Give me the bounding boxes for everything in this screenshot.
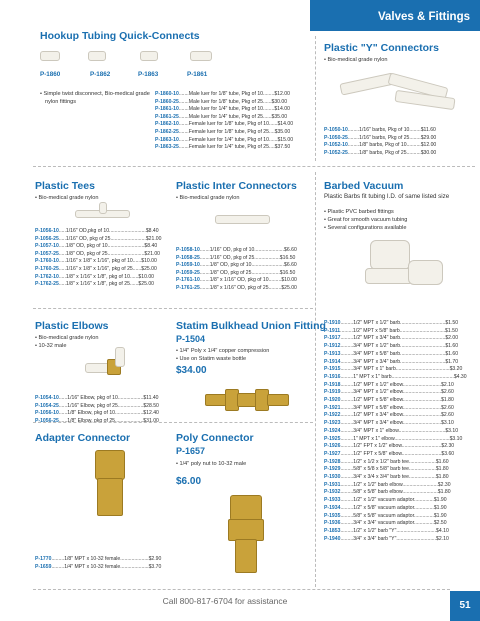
list-item: P-1927.........1/2" FPT x 5/8" elbow............................$3.60 xyxy=(324,450,455,457)
list-item: P-1861-25.......Male luer for 1/4" tube, Pkg of 25......$35.00 xyxy=(155,113,288,120)
list-item: P-1912.........3/4" MPT x 1/2" barb................................$1.60 xyxy=(324,343,459,350)
list-item: P-1050-25........1/16" barbs, Pkg of 25........$29.00 xyxy=(324,134,437,141)
divider xyxy=(33,589,450,590)
list-item: P-1923.........3/4" MPT x 3/4" elbow...........................$3.10 xyxy=(324,420,454,427)
barbed-subtitle: Plastic Barbs fit tubing I.D. of same listed size xyxy=(324,193,450,200)
poly-fitting-image xyxy=(215,495,285,580)
list-item: P-1914.........3/4" MPT x 3/4" barb................................$1.70 xyxy=(324,358,459,365)
list-item: P-1933.........1/2" x 1/2" vacuum adaptor..............$1.90 xyxy=(324,497,447,504)
y-connectors-title: Plastic "Y" Connectors xyxy=(324,42,439,54)
list-item: P-1050-10........1/16" barbs, Pkg of 10........$11.60 xyxy=(324,127,436,133)
list-item: P-1853.........1/2" x 1/2" barb "Y"............................$4.10 xyxy=(324,527,449,534)
y-price-list xyxy=(324,127,474,157)
elbows-price-list xyxy=(35,395,170,425)
list-item: P-1056-25.....1/16" OD, pkg of 25.........................$21.00 xyxy=(35,235,162,242)
y-connector-image xyxy=(340,68,455,123)
list-item: P-1919.........3/4" MPT x 1/2" elbow...........................$2.60 xyxy=(324,389,454,396)
statim-price: $34.00 xyxy=(176,365,207,376)
divider xyxy=(33,166,475,167)
list-item: P-1918.........1/2" MPT x 1/2" elbow...........................$2.10 xyxy=(324,381,454,388)
section-header: Valves & Fittings xyxy=(310,0,480,31)
list-item: P-1922.........1/2" MPT x 3/4" elbow...........................$2.60 xyxy=(324,412,454,419)
statim-part-number: P-1504 xyxy=(176,334,206,344)
hookup-images xyxy=(40,47,265,67)
list-item: P-1052-25........1/8" barbs, Pkg of 25..........$30.00 xyxy=(324,149,437,156)
list-item: P-1860-25.......Male luer for 1/8" tube, Pkg of 25......$30.00 xyxy=(155,98,288,105)
inter-title: Plastic Inter Connectors xyxy=(176,180,297,192)
list-item: P-1860-10.......Male luer for 1/8" tube, Pkg of 10........$12.00 xyxy=(155,91,290,97)
list-item: P-1936.........3/4" x 3/4" vacuum adaptor..............$2.50 xyxy=(324,520,447,527)
barbed-bullets: • Plastic PVC barbed fittings • Great for smooth vacuum tubing • Several configurations available xyxy=(324,208,407,232)
list-item: P-1915.........3/4" MPT x 1" barb......................................$3.20 xyxy=(324,366,463,373)
list-item: P-1929.........5/8" x 5/8 x 5/8" barb tee...................$1.80 xyxy=(324,466,449,473)
poly-title: Poly Connector xyxy=(176,432,254,444)
divider xyxy=(33,422,313,423)
statim-bullets: • 1/4" Poly x 1/4" copper compression • Use on Statim waste bottle xyxy=(176,347,269,363)
inter-bullet: • Bio-medical grade nylon xyxy=(176,194,240,202)
tees-price-list xyxy=(35,228,170,289)
footer-phone: Call 800-817-6704 for assistance xyxy=(162,596,288,606)
adapter-title: Adapter Connector xyxy=(35,432,131,444)
list-item: P-1930.........3/4" x 3/4 x 3/4" barb tee...................$1.80 xyxy=(324,474,449,481)
list-item: P-1761-10.......1/8" x 1/16" OD, pkg of 10.........$10.00 xyxy=(176,277,297,284)
list-item: P-1761-25.......1/8" x 1/16" OD, pkg of 25.........$25.00 xyxy=(176,284,297,291)
list-item: P-1054-10......1/16" Elbow, pkg of 10..................$11.40 xyxy=(35,395,159,401)
hookup-price-list xyxy=(155,91,305,152)
list-item: P-1760-10.....1/16" x 1/8" x 1/16", pkg of 10......$10.00 xyxy=(35,258,157,265)
list-item: P-1762-25.....1/8" x 1/16" x 1/8", pkg of 25......$25.00 xyxy=(35,281,155,288)
list-item: P-1861-10.......Male luer for 1/4" tube, Pkg of 10........$14.00 xyxy=(155,106,290,113)
list-item: P-1863-25.......Female luer for 1/4" tube, Pkg of 25....$37.50 xyxy=(155,144,291,151)
list-item: P-1056-10.....1/16" OD,pkg of 10..........................$8.40 xyxy=(35,228,159,234)
list-item: P-1924.........3/4" MPT x 1" elbow.................................$3.10 xyxy=(324,427,459,434)
list-item: P-1762-10.....1/8" x 1/16" x 1/8", pkg of 10......$10.00 xyxy=(35,273,155,280)
list-item: P-1059-25.......1/8" OD, pkg of 25....................$16.50 xyxy=(176,269,296,276)
list-item: P-1920.........1/2" MPT x 5/8" elbow...........................$1.80 xyxy=(324,397,454,404)
hookup-bullets xyxy=(40,90,150,106)
poly-part-number: P-1657 xyxy=(176,446,206,456)
list-item: P-1862-10.......Female luer for 1/8" tube, Pkg of 10......$14.00 xyxy=(155,121,294,128)
poly-price: $6.00 xyxy=(176,476,202,487)
tees-title: Plastic Tees xyxy=(35,180,95,192)
list-item: P-1921.........3/4" MPT x 5/8" elbow...........................$2.60 xyxy=(324,404,454,411)
list-item: P-1935.........5/8" x 5/8" vacuum adaptor..............$1.90 xyxy=(324,512,447,519)
elbows-bullets: • Bio-medical grade nylon • 10-32 male xyxy=(35,334,99,350)
list-item: P-1928.........1/2" x 1/2 x 1/2" barb tee...................$1.60 xyxy=(324,458,449,465)
luer-fitting-image xyxy=(88,51,106,61)
list-item: P-1058-25.......1/16" OD, pkg of 25..................$16.50 xyxy=(176,254,296,261)
list-item: P-1925.........1" MPT x 1" elbow.......................................$3.10 xyxy=(324,435,463,442)
tees-bullet: • Bio-medical grade nylon xyxy=(35,194,99,202)
luer-fitting-image xyxy=(40,51,60,61)
hookup-label: P-1861 xyxy=(187,71,208,78)
list-item: P-1862-25.......Female luer for 1/8" tube, Pkg of 25....$35.00 xyxy=(155,128,291,135)
divider xyxy=(33,308,313,309)
list-item: P-1926.........1/2" FPT x 1/2" elbow............................$2.30 xyxy=(324,443,455,450)
list-item: P-1913.........3/4" MPT x 5/8" barb................................$1.60 xyxy=(324,350,459,357)
column-divider xyxy=(315,172,316,587)
y-connectors-bullet: • Bio-medical grade nylon xyxy=(324,56,388,64)
list-item: P-1056-25......1/8" Elbow, pkg of 25....................$31.00 xyxy=(35,417,159,424)
page-number: 51 xyxy=(450,591,480,621)
inter-price-list xyxy=(176,247,311,293)
bullet-cont: nylon fittings xyxy=(45,99,77,105)
list-item: P-1760-25.....1/16" x 1/8" x 1/16", pkg of 25......$25.00 xyxy=(35,265,157,272)
list-item: P-1863-10.......Female luer for 1/4" tube, Pkg of 10......$15.00 xyxy=(155,136,294,143)
list-item: P-1056-10......1/8" Elbow, pkg of 10....................$12.40 xyxy=(35,410,159,417)
list-item: P-1659.........1/4" MPT x 10-32 female....................$3.70 xyxy=(35,563,162,570)
list-item: P-1917.........1/2" MPT x 3/4" barb................................$2.00 xyxy=(324,335,459,342)
list-item: P-1054-25......1/16" Elbow, pkg of 25..................$28.50 xyxy=(35,402,159,409)
statim-title: Statim Bulkhead Union Fitting xyxy=(176,320,326,332)
list-item: P-1057-25.....1/8" OD, pkg of 25..........................$21.00 xyxy=(35,250,160,257)
hookup-label: P-1863 xyxy=(138,71,159,78)
bullet: • Simple twist disconnect, Bio-medical grade xyxy=(40,90,150,98)
list-item: P-1940.........3/4" x 3/4" barb "Y"............................$2.10 xyxy=(324,535,449,542)
list-item: P-1770.........1/8" MPT x 10-32 female....................$2.90 xyxy=(35,556,162,562)
barbed-price-list xyxy=(324,320,474,543)
hookup-label: P-1860 xyxy=(40,71,61,78)
elbows-title: Plastic Elbows xyxy=(35,320,109,332)
list-item: P-1057-10.....1/8" OD, pkg of 10..........................$8.40 xyxy=(35,243,158,250)
adapter-price-list xyxy=(35,556,170,571)
list-item: P-1916.........1" MPT x 1" barb............................................$4.30 xyxy=(324,373,467,380)
list-item: P-1932.........5/8" x 5/8" barb elbow.........................$1.80 xyxy=(324,489,451,496)
poly-bullet: • 1/4" poly nut to 10-32 male xyxy=(176,460,246,468)
statim-fitting-image xyxy=(205,385,300,415)
barbed-title: Barbed Vacuum xyxy=(324,180,404,192)
list-item: P-1059-10.......1/8" OD, pkg of 10.......................$6.60 xyxy=(176,262,297,269)
inter-connector-image xyxy=(215,215,270,224)
adapter-fitting-image xyxy=(85,450,140,530)
list-item: P-1934.........1/2" x 5/8" vacuum adaptor..............$1.90 xyxy=(324,504,447,511)
elbow-fitting-image xyxy=(85,345,145,390)
list-item: P-1911.........1/2" MPT x 5/8" barb................................$1.50 xyxy=(324,327,458,334)
barbed-fittings-image xyxy=(360,240,450,310)
list-item: P-1052-10........1/8" barbs, Pkg of 10..........$12.00 xyxy=(324,142,437,149)
list-item: P-1931.........1/2" x 1/2" barb elbow.........................$2.30 xyxy=(324,481,451,488)
list-item: P-1058-10.......1/16" OD, pkg of 10.....................$6.60 xyxy=(176,247,297,253)
luer-fitting-image xyxy=(190,51,212,61)
list-item: P-1910.........1/2" MPT x 1/2" barb................................$1.50 xyxy=(324,320,459,326)
hookup-title: Hookup Tubing Quick-Connects xyxy=(40,30,200,42)
tee-fitting-image xyxy=(75,202,135,226)
luer-fitting-image xyxy=(140,51,158,61)
hookup-label: P-1862 xyxy=(90,71,111,78)
column-divider xyxy=(315,36,316,161)
